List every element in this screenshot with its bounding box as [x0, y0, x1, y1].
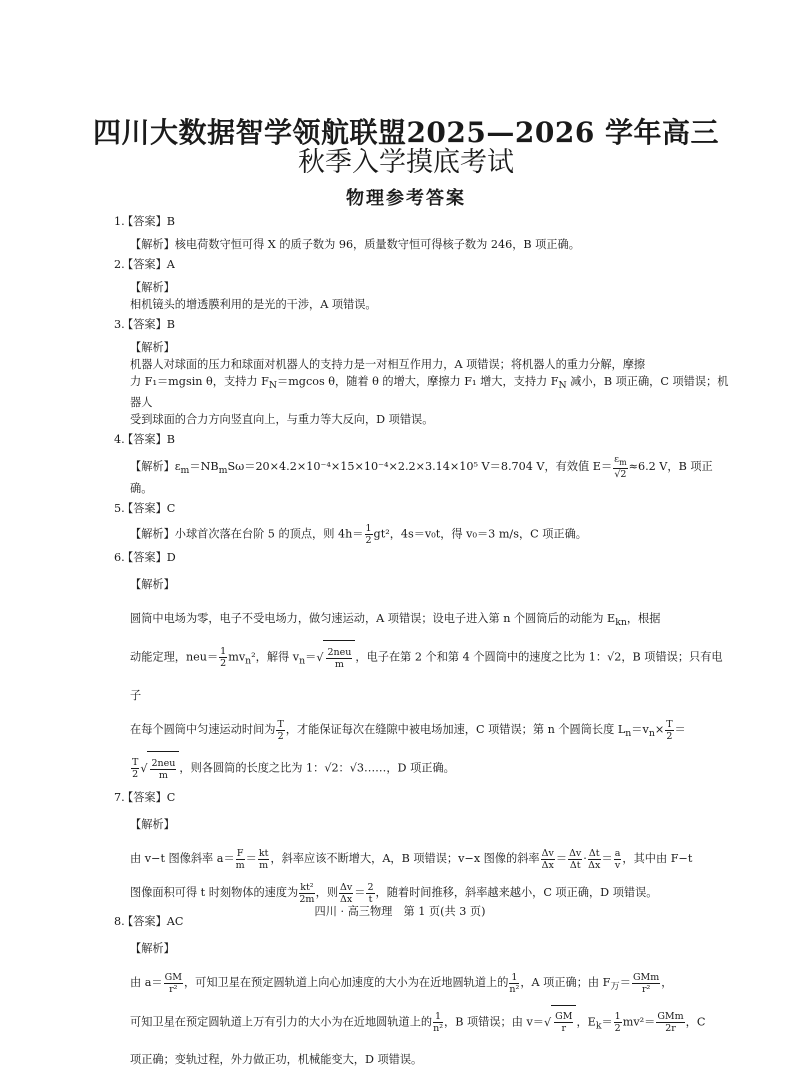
fraction: $\frac{GM}{\text{r²}}$	[164, 971, 182, 995]
answer-line: 5.【答案】C	[114, 502, 176, 516]
sqrt: √ $\frac{\text{2neu}}{m}$	[316, 640, 355, 675]
fraction: $\frac{\varepsilon_m}{√2}$	[614, 454, 627, 481]
fraction: $\frac{T}{2}$	[277, 718, 284, 742]
fraction: $\frac{\text{GMm}}{\text{r²}}$	[632, 971, 660, 995]
fraction: $\frac{\text{GMm}}{2r}$	[657, 1010, 684, 1034]
fraction: $\frac{\text{2neu}}{m}$	[327, 646, 352, 670]
page-title-line2: 秋季入学摸底考试	[298, 147, 514, 178]
fraction: $\frac{F}{m}$	[235, 847, 245, 871]
answer-item	[112, 550, 730, 786]
fraction: $\frac{T}{2}$	[132, 757, 139, 781]
fraction: $\frac{\Delta t}{\Delta x}$	[588, 847, 601, 871]
page-footer: 四川 · 高三物理 第 1 页(共 3 页)	[314, 905, 486, 918]
answer-item	[112, 214, 730, 253]
answer-item	[112, 914, 730, 1077]
fraction: $\frac{\Delta v}{\Delta t}$	[569, 847, 582, 871]
fraction: $\frac{1}{\text{n²}}$	[509, 971, 520, 995]
fraction: $\frac{\Delta v}{\Delta x}$	[541, 847, 554, 871]
answer-line: 3.【答案】B	[114, 318, 175, 331]
fraction: $\frac{1}{2}$	[614, 1010, 621, 1034]
answer-line: 4.【答案】B	[114, 433, 175, 447]
sqrt: √ $\frac{\text{2neu}}{m}$	[140, 751, 179, 786]
fraction: $\frac{2}{t}$	[367, 881, 374, 905]
fraction: $\frac{1}{2}$	[365, 523, 372, 547]
answer-item	[112, 501, 730, 546]
answer-item	[112, 790, 730, 910]
answer-item	[112, 432, 730, 497]
analysis-text: 【解析】 圆筒中电场为零，电子不受电场力，做匀速运动，A 项错误；设电子进入第 n 个圆筒后的动能为 $E_{kn}$，根据 动能定理，neu＝ $\frac{1}{2}$ $mv_n^2$，解得 $v_n=√$ $\frac{\text{2neu}}{m}$ ，电子在第 2 个和第 4 个圆筒中的速度之比为 1：√2，B 项错误；只有电子 在每个圆筒中匀速运动时间为 $\frac{T}{2}$ ，才能保证每次在缝隙中被电场加速，C 项错误；第 n 个圆筒长度 $L_n=v_n\times$ $\frac{T}{2}$ ＝ $\frac{T}{2}$ √ $\frac{\text{2neu}}{m}$ ，则各圆筒的长度之比为 1：√2：√3……，D 项正确。	[130, 568, 730, 786]
answer-line: 7.【答案】C	[114, 791, 176, 805]
fraction: $\frac{\text{kt²}}{2m}$	[299, 881, 315, 905]
analysis-text: 【解析】$\varepsilon_m=NB_mS\omega=20\times 4.2\times 10^{-4}\times 15\times 10^{-4}\times 2.2\times 3.14\times 10^5$ V＝8.704 V，有效值 E＝ $\frac{\varepsilon_m}{√2}$ ≈6.2 V，B 项正确。	[130, 454, 713, 496]
page-subtitle: 物理参考答案	[346, 188, 466, 209]
analysis-text: 【解析】核电荷数守恒可得 X 的质子数为 96，质量数守恒可得核子数为 246，B 项正确。	[130, 238, 580, 251]
analysis-text: 【解析】 机器人对球面的压力和球面对机器人的支持力是一对相互作用力，A 项错误；将机器人的重力分解，摩擦 力 F₁＝mgsin θ，支持力 $F_N=mgcos$ θ，随着 θ 的增大，摩擦力 F₁ 增大，支持力 $F_N$ 减小，B 项正确，C 项错误；机器人 受到球面的合力方向竖直向上，与重力等大反向，D 项错误。	[130, 341, 729, 427]
answer-item	[112, 257, 730, 313]
page-title: 四川大数据智学领航联盟2025—2026 学年高三	[92, 116, 720, 149]
answer-line: 8.【答案】AC	[114, 915, 184, 929]
answer-line: 2.【答案】A	[114, 258, 175, 271]
analysis-text: 【解析】小球首次落在台阶 5 的顶点，则 4h＝ $\frac{1}{2}$ gt²，4s＝v₀t，得 v₀＝3 m/s，C 项正确。	[130, 523, 587, 547]
analysis-text: 【解析】 由 a＝ $\frac{GM}{\text{r²}}$ ，可知卫星在预定圆轨道上向心加速度的大小为在近地圆轨道上的 $\frac{1}{\text{n²}}$ ，A 项正确；由 $F_万=$ $\frac{\text{GMm}}{\text{r²}}$ ， 可知卫星在预定圆轨道上万有引力的大小为在近地圆轨道上的 $\frac{1}{\text{n²}}$ ，B 项错误；由 v＝√ $\frac{GM}{r}$ ，$E_k=$ $\frac{1}{2}$ mv²＝ $\frac{\text{GMm}}{2r}$ ，C 项正确；变轨过程，外力做正功，机械能变大，D 项错误。	[130, 942, 706, 1067]
analysis-text: 【解析】 由 v−t 图像斜率 a＝ $\frac{F}{m}$ ＝ $\frac{kt}{m}$ ，斜率应该不断增大，A，B 项错误；v−x 图像的斜率 $\frac{\Delta v}{\Delta x}$ ＝ $\frac{\Delta v}{\Delta t}$ · $\frac{\Delta t}{\Delta x}$ ＝ $\frac{a}{v}$ ，其中由 F−t 图像面积可得 t 时刻物体的速度为 $\frac{\text{kt²}}{2m}$ ，则 $\frac{\Delta v}{\Delta x}$ ＝ $\frac{2}{t}$ ，随着时间推移，斜率越来越小，C 项正确，D 项错误。	[130, 818, 693, 905]
analysis-text: 【解析】 相机镜头的增透膜利用的是光的干涉，A 项错误。	[130, 281, 377, 311]
answer-list	[112, 214, 730, 1077]
fraction: $\frac{kt}{m}$	[258, 847, 269, 871]
fraction: $\frac{1}{2}$	[220, 646, 227, 670]
fraction: $\frac{1}{\text{n²}}$	[433, 1010, 444, 1034]
fraction: $\frac{a}{v}$	[614, 847, 621, 871]
fraction: $\frac{\text{2neu}}{m}$	[151, 757, 176, 781]
fraction: $\frac{GM}{r}$	[555, 1011, 573, 1035]
fraction: $\frac{T}{2}$	[666, 718, 673, 742]
answer-line: 1.【答案】B	[114, 215, 175, 228]
sqrt: √ $\frac{GM}{r}$	[544, 1005, 576, 1040]
answer-item	[112, 317, 730, 428]
fraction: $\frac{\Delta v}{\Delta x}$	[340, 881, 353, 905]
answer-line: 6.【答案】D	[114, 551, 176, 565]
